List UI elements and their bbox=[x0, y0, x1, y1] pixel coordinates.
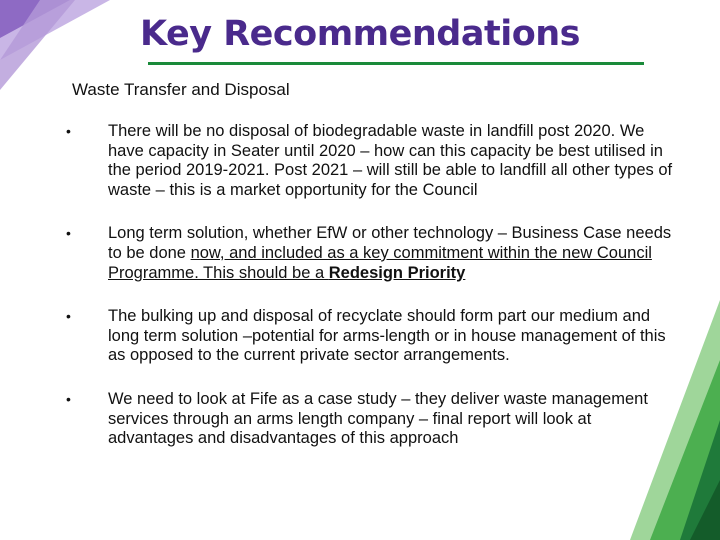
section-subtitle: Waste Transfer and Disposal bbox=[72, 80, 290, 99]
list-item bbox=[62, 122, 674, 200]
recommendation-list bbox=[62, 122, 674, 473]
title-underline bbox=[148, 62, 644, 65]
bullet-text: There will be no disposal of biodegradable waste in landfill post 2020. We have capacity in Seater until 2020 – how can this capacity be best utilised in the period 2019-2021. Post 2021 – will still be able to landfill all other types of waste – this is a market opportunity for the Council bbox=[108, 122, 673, 199]
bullet-text-underlined: now, and included as a key commitment within the new Council Programme. This should be a bbox=[108, 243, 652, 282]
page-title: Key Recommendations bbox=[139, 14, 580, 54]
bullet-point: • bbox=[66, 308, 71, 325]
bullet-text: We need to look at Fife as a case study – they deliver waste management services through an arms length company – final report will look at advantages and disadvantages of this approach bbox=[108, 389, 648, 448]
list-item bbox=[62, 390, 674, 449]
bullet-text: The bulking up and disposal of recyclate should form part our medium and long term solution –potential for arms-length or in house management of this as opposed to the current private sector arrangements. bbox=[108, 307, 666, 365]
bullet-text-bold: Redesign Priority bbox=[328, 263, 466, 282]
list-item bbox=[62, 224, 674, 283]
bullet-point: • bbox=[66, 225, 71, 242]
list-item bbox=[62, 307, 674, 366]
bullet-text: Long term solution, whether EfW or other technology – Business Case needs to be done bbox=[108, 224, 672, 262]
bullet-point: • bbox=[66, 390, 71, 407]
bullet-point: • bbox=[66, 123, 71, 139]
